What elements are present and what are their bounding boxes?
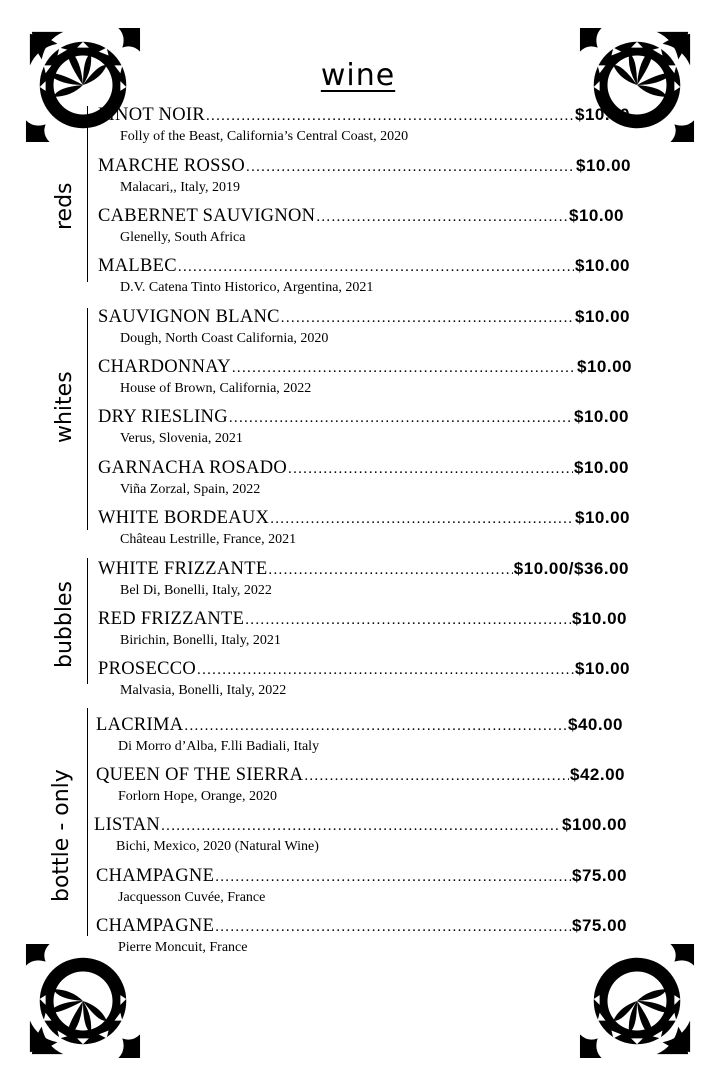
section-label-bottle-only: bottle - only [49,769,74,902]
wine-name: MALBEC [98,256,177,276]
wine-name: LISTAN [94,815,161,835]
dot-leader [288,461,573,478]
wine-name: PROSECCO [98,659,197,679]
list-item [98,659,630,699]
dot-leader [246,159,575,176]
list-item [98,357,632,397]
wine-price: $10.00 [574,407,629,426]
dot-leader [229,410,573,427]
wine-name: WHITE FRIZZANTE [98,559,268,579]
list-item [98,156,631,196]
wine-name: QUEEN OF THE SIERRA [96,765,304,785]
section-divider [87,558,88,684]
dot-leader [206,108,574,125]
wine-price: $40.00 [568,715,623,734]
list-item [98,206,624,246]
wine-price: $10.00 [572,609,627,628]
wine-name: CHAMPAGNE [96,866,215,886]
wine-price: $75.00 [572,916,627,935]
dot-leader [197,662,574,679]
wine-description: Di Morro d’Alba, F.lli Badiali, Italy [118,739,320,754]
list-item [94,815,627,855]
corner-ornament-icon [578,942,696,1060]
wine-name: WHITE BORDEAUX [98,508,270,528]
list-item [96,765,625,805]
wine-description: Verus, Slovenia, 2021 [120,431,243,446]
list-item [96,715,623,755]
wine-name: CABERNET SAUVIGNON [98,206,316,226]
wine-description: Viña Zorzal, Spain, 2022 [120,482,261,497]
dot-leader [215,869,571,886]
list-item [98,508,630,548]
wine-name: CHAMPAGNE [96,916,215,936]
wine-description: Bichi, Mexico, 2020 (Natural Wine) [116,839,319,854]
wine-description: Pierre Moncuit, France [118,940,248,955]
section-label-bubbles: bubbles [52,581,77,668]
list-item [98,105,630,145]
section-divider [87,106,88,282]
dot-leader [184,718,567,735]
section-label-whites: whites [52,371,77,443]
wine-price: $10.00 [577,357,632,376]
section-divider [87,708,88,936]
wine-name: DRY RIESLING [98,407,228,427]
wine-price: $10.00 [575,508,630,527]
list-item [98,407,629,447]
section-label-reds: reds [52,182,77,230]
dot-leader [281,310,574,327]
wine-description: Forlorn Hope, Orange, 2020 [118,789,278,804]
wine-price: $42.00 [570,765,625,784]
wine-description: House of Brown, California, 2022 [120,381,312,396]
wine-name: RED FRIZZANTE [98,609,245,629]
corner-ornament-icon [24,942,142,1060]
wine-price: $10.00 [569,206,624,225]
wine-description: Jacquesson Cuvée, France [118,890,266,905]
dot-leader [232,360,576,377]
wine-name: LACRIMA [96,715,184,735]
wine-description: Malvasia, Bonelli, Italy, 2022 [120,683,287,698]
dot-leader [245,612,571,629]
wine-name: PINOT NOIR [98,105,205,125]
wine-description: D.V. Catena Tinto Historico, Argentina, 2021 [120,280,374,295]
wine-name: MARCHE ROSSO [98,156,246,176]
wine-price: $75.00 [572,866,627,885]
wine-price: $10.00 [576,156,631,175]
list-item [98,256,630,296]
wine-price: $10.00 [575,307,630,326]
wine-description: Dough, North Coast California, 2020 [120,331,329,346]
wine-name: CHARDONNAY [98,357,231,377]
wine-description: Bel Di, Bonelli, Italy, 2022 [120,583,272,598]
dot-leader [316,209,568,226]
wine-price: $100.00 [562,815,627,834]
section-divider [87,308,88,530]
wine-description: Glenelly, South Africa [120,230,246,245]
wine-price: $10.00/$36.00 [513,559,629,578]
wine-price: $10.00 [575,105,630,124]
dot-leader [270,511,574,528]
wine-description: Château Lestrille, France, 2021 [120,532,297,547]
wine-price: $10.00 [574,458,629,477]
list-item [98,307,630,347]
list-item [96,866,627,906]
list-item [98,609,627,649]
wine-name: GARNACHA ROSADO [98,458,288,478]
dot-leader [178,259,574,276]
list-item [98,559,629,599]
dot-leader [304,768,569,785]
wine-price: $10.00 [575,256,630,275]
dot-leader [161,818,561,835]
page-title: wine [320,58,396,93]
list-item [98,458,629,498]
wine-description: Malacari,, Italy, 2019 [120,180,240,195]
dot-leader [268,562,512,579]
wine-description: Folly of the Beast, California’s Central Coast, 2020 [120,129,409,144]
dot-leader [215,919,571,936]
wine-description: Birichin, Bonelli, Italy, 2021 [120,633,281,648]
wine-price: $10.00 [575,659,630,678]
wine-name: SAUVIGNON BLANC [98,307,280,327]
list-item [96,916,627,956]
